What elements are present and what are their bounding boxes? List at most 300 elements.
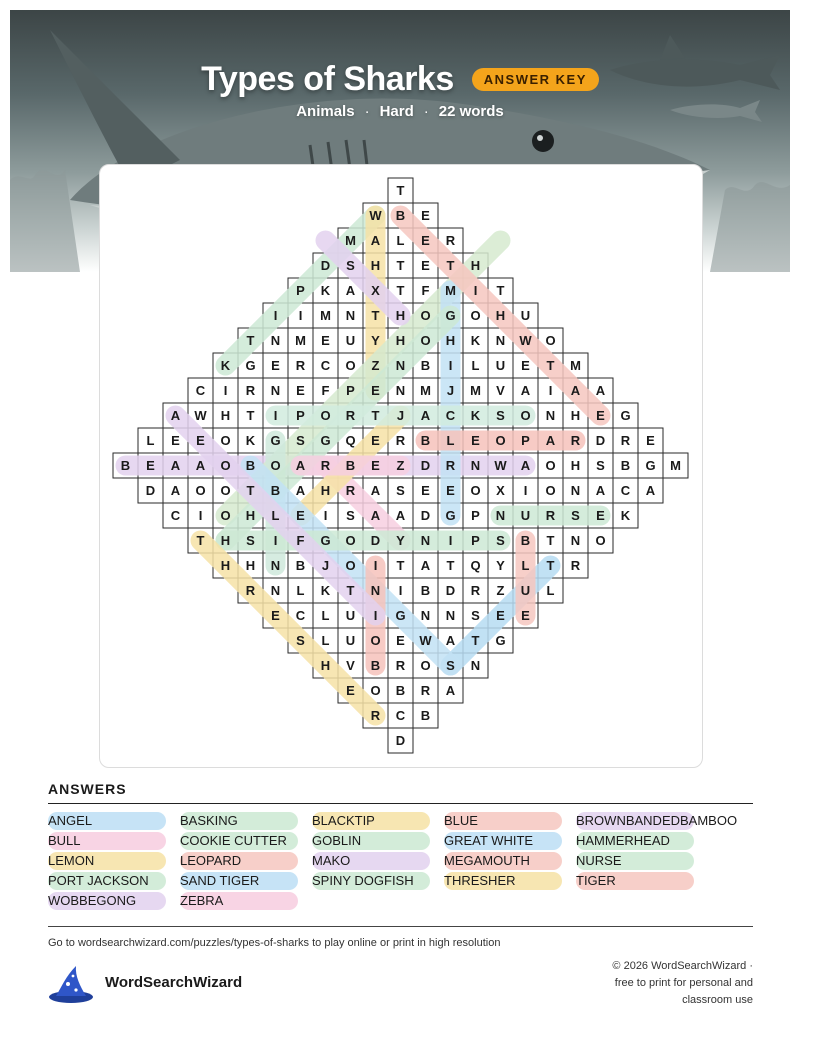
grid-letter: H	[245, 558, 256, 573]
wizard-hat-icon	[48, 964, 94, 1004]
grid-letter: U	[345, 608, 356, 623]
grid-letter: H	[370, 258, 381, 273]
answer-word: ZEBRA	[180, 892, 298, 910]
grid-letter: B	[395, 208, 406, 223]
grid-letter: K	[470, 408, 481, 423]
grid-letter: T	[546, 558, 555, 573]
grid-letter: I	[273, 408, 278, 423]
grid-letter: A	[195, 458, 206, 473]
answer-word: THRESHER	[444, 872, 562, 890]
grid-letter: D	[420, 458, 431, 473]
grid-letter: A	[445, 633, 456, 648]
grid-letter: O	[220, 483, 231, 498]
grid-letter: S	[346, 508, 355, 523]
grid-letter: W	[369, 208, 382, 223]
grid-letter: H	[470, 258, 481, 273]
grid-letter: K	[320, 583, 331, 598]
grid-letter: J	[396, 408, 405, 423]
grid-letter: T	[371, 408, 380, 423]
grid-letter: I	[398, 583, 403, 598]
grid-letter: E	[196, 433, 205, 448]
copyright-line: classroom use	[682, 994, 753, 1006]
grid-letter: G	[445, 508, 456, 523]
grid-letter: W	[519, 333, 532, 348]
grid-letter: V	[496, 383, 505, 398]
grid-letter: F	[321, 383, 330, 398]
grid-letter: O	[370, 633, 381, 648]
grid-letter: G	[620, 408, 631, 423]
grid-letter: O	[545, 483, 556, 498]
grid-letter: F	[421, 283, 430, 298]
grid-letter: T	[396, 258, 405, 273]
grid-letter: U	[520, 308, 531, 323]
grid-letter: T	[396, 558, 405, 573]
grid-letter: U	[495, 358, 506, 373]
grid-letter: O	[470, 483, 481, 498]
word-count-label: 22 words	[438, 103, 504, 120]
grid-letter: I	[448, 358, 453, 373]
grid-letter: B	[620, 458, 631, 473]
grid-letter: N	[420, 608, 431, 623]
grid-letter: L	[321, 633, 330, 648]
grid-letter: M	[570, 358, 581, 373]
grid-letter: A	[170, 458, 181, 473]
grid-letter: E	[296, 383, 305, 398]
grid-letter: G	[245, 358, 256, 373]
brand-name[interactable]: WordSearchWizard	[105, 974, 243, 991]
grid-letter: O	[345, 533, 356, 548]
grid-letter: I	[298, 308, 303, 323]
grid-letter: M	[420, 383, 431, 398]
grid-letter: K	[220, 358, 231, 373]
word-search-grid[interactable]	[100, 165, 702, 767]
grid-letter: T	[546, 358, 555, 373]
grid-letter: Q	[345, 433, 356, 448]
grid-letter: E	[271, 358, 280, 373]
grid-letter: L	[546, 583, 555, 598]
grid-letter: P	[296, 283, 305, 298]
grid-letter: N	[270, 558, 281, 573]
grid-letter: O	[420, 308, 431, 323]
grid-letter: D	[595, 433, 606, 448]
grid-letter: M	[445, 283, 456, 298]
grid-letter: S	[396, 483, 405, 498]
grid-letter: C	[320, 358, 331, 373]
title-row	[0, 60, 800, 99]
grid-letter: N	[445, 608, 456, 623]
grid-letter: E	[421, 258, 430, 273]
grid-letter: T	[446, 558, 455, 573]
grid-letter: A	[370, 233, 381, 248]
answer-word: TIGER	[576, 872, 694, 890]
grid-letter: S	[246, 533, 255, 548]
grid-letter: G	[495, 633, 506, 648]
grid-letter: D	[395, 733, 406, 748]
grid-letter: Z	[371, 358, 380, 373]
grid-letter: A	[520, 383, 531, 398]
answer-word: MEGAMOUTH	[444, 852, 562, 870]
grid-letter: A	[345, 283, 356, 298]
answer-key-badge: ANSWER KEY	[472, 68, 599, 91]
grid-letter: I	[198, 508, 203, 523]
grid-letter: T	[496, 283, 505, 298]
grid-letter: Y	[496, 558, 505, 573]
grid-letter: A	[645, 483, 656, 498]
grid-letter: B	[420, 583, 431, 598]
grid-letter: D	[370, 533, 381, 548]
grid-letter: K	[620, 508, 631, 523]
grid-letter: I	[448, 533, 453, 548]
grid-letter: T	[546, 533, 555, 548]
grid-letter: T	[446, 258, 455, 273]
grid-letter: I	[273, 308, 278, 323]
grid-letter: E	[596, 508, 605, 523]
grid-letter: G	[395, 608, 406, 623]
grid-letter: H	[570, 408, 581, 423]
grid-letter: A	[595, 483, 606, 498]
grid-letter: L	[396, 233, 405, 248]
grid-letter: R	[345, 408, 356, 423]
grid-letter: G	[320, 433, 331, 448]
grid-letter: E	[296, 508, 305, 523]
grid-letter: I	[473, 283, 478, 298]
grid-letter: L	[296, 583, 305, 598]
grid-letter: L	[321, 608, 330, 623]
answer-word: SPINY DOGFISH	[312, 872, 430, 890]
grid-letter: N	[345, 308, 356, 323]
grid-letter: E	[321, 333, 330, 348]
answer-word: BLUE	[444, 812, 562, 830]
grid-letter: P	[296, 408, 305, 423]
answer-word: WOBBEGONG	[48, 892, 166, 910]
grid-letter: T	[196, 533, 205, 548]
grid-letter: R	[395, 658, 406, 673]
grid-letter: R	[420, 683, 431, 698]
grid-letter: L	[271, 508, 280, 523]
grid-letter: H	[220, 533, 231, 548]
answer-word: LEOPARD	[180, 852, 298, 870]
grid-letter: K	[245, 433, 256, 448]
grid-letter: A	[370, 508, 381, 523]
grid-letter: U	[345, 333, 356, 348]
grid-letter: S	[296, 433, 305, 448]
puzzle-card	[99, 164, 703, 768]
grid-letter: G	[445, 308, 456, 323]
grid-letter: C	[395, 708, 406, 723]
grid-letter: T	[471, 633, 480, 648]
grid-letter: O	[345, 358, 356, 373]
answer-word: BULL	[48, 832, 166, 850]
puzzle-meta	[0, 103, 800, 120]
grid-letter: O	[545, 458, 556, 473]
grid-letter: A	[445, 683, 456, 698]
grid-letter: N	[395, 383, 406, 398]
grid-letter: R	[545, 508, 556, 523]
grid-letter: B	[295, 558, 306, 573]
grid-letter: I	[223, 383, 228, 398]
grid-letter: C	[445, 408, 456, 423]
grid-letter: I	[373, 608, 378, 623]
grid-letter: A	[420, 558, 431, 573]
grid-letter: I	[373, 558, 378, 573]
grid-letter: B	[395, 683, 406, 698]
grid-letter: W	[494, 458, 507, 473]
grid-letter: H	[220, 558, 231, 573]
grid-letter: N	[270, 383, 281, 398]
grid-letter: Z	[496, 583, 505, 598]
grid-letter: R	[245, 383, 256, 398]
grid-letter: E	[471, 433, 480, 448]
grid-letter: E	[371, 383, 380, 398]
footer-link-text[interactable]: Go to wordsearchwizard.com/puzzles/types-of-sharks to play online or print in high resolution	[48, 937, 501, 949]
grid-letter: P	[471, 508, 480, 523]
grid-letter: O	[345, 558, 356, 573]
answer-word: GOBLIN	[312, 832, 430, 850]
grid-letter: N	[370, 583, 381, 598]
grid-letter: L	[446, 433, 455, 448]
grid-letter: Y	[396, 533, 405, 548]
grid-letter: T	[396, 283, 405, 298]
grid-letter: T	[246, 333, 255, 348]
grid-letter: K	[320, 283, 331, 298]
grid-letter: E	[371, 458, 380, 473]
grid-letter: S	[471, 608, 480, 623]
difficulty-label: Hard	[379, 103, 414, 120]
grid-letter: L	[471, 358, 480, 373]
page-title: Types of Sharks	[201, 60, 454, 98]
grid-letter: U	[345, 633, 356, 648]
grid-letter: R	[620, 433, 631, 448]
category-label: Animals	[296, 103, 355, 120]
copyright-text	[553, 958, 753, 1009]
grid-letter: B	[345, 458, 356, 473]
grid-letter: W	[419, 633, 432, 648]
grid-letter: Q	[470, 558, 481, 573]
grid-letter: C	[195, 383, 206, 398]
grid-letter: X	[496, 483, 505, 498]
grid-letter: S	[496, 533, 505, 548]
meta-separator: ·	[423, 103, 429, 120]
grid-letter: R	[445, 458, 456, 473]
grid-letter: O	[195, 483, 206, 498]
grid-letter: A	[170, 408, 181, 423]
grid-letter: I	[323, 508, 328, 523]
answer-word: PORT JACKSON	[48, 872, 166, 890]
answer-word: NURSE	[576, 852, 694, 870]
grid-letter: D	[145, 483, 156, 498]
grid-letter: O	[270, 458, 281, 473]
grid-letter: V	[346, 658, 355, 673]
grid-letter: A	[295, 458, 306, 473]
grid-letter: H	[445, 333, 456, 348]
grid-letter: R	[445, 233, 456, 248]
copyright-line: © 2026 WordSearchWizard ·	[612, 960, 753, 972]
grid-letter: E	[146, 458, 155, 473]
grid-letter: S	[496, 408, 505, 423]
grid-letter: N	[570, 533, 581, 548]
grid-letter: E	[396, 633, 405, 648]
grid-letter: N	[495, 508, 506, 523]
grid-letter: J	[321, 558, 330, 573]
grid-letter: B	[270, 483, 281, 498]
grid-letter: I	[273, 533, 278, 548]
grid-letter: P	[346, 383, 355, 398]
grid-letter: R	[470, 583, 481, 598]
grid-letter: N	[395, 358, 406, 373]
grid-letter: M	[295, 333, 306, 348]
grid-letter: S	[346, 258, 355, 273]
grid-letter: M	[320, 308, 331, 323]
grid-letter: H	[395, 308, 406, 323]
grid-letter: T	[246, 408, 255, 423]
answer-word: SAND TIGER	[180, 872, 298, 890]
grid-letter: Y	[371, 333, 380, 348]
grid-letter: O	[220, 508, 231, 523]
grid-letter: L	[146, 433, 155, 448]
answer-word: LEMON	[48, 852, 166, 870]
grid-letter: R	[395, 433, 406, 448]
grid-letter: H	[320, 658, 331, 673]
answer-word: COOKIE CUTTER	[180, 832, 298, 850]
grid-letter: S	[296, 633, 305, 648]
grid-letter: N	[470, 658, 481, 673]
grid-letter: D	[420, 508, 431, 523]
grid-letter: R	[570, 433, 581, 448]
grid-letter: E	[421, 233, 430, 248]
grid-letter: E	[521, 608, 530, 623]
grid-letter: O	[495, 433, 506, 448]
grid-letter: N	[470, 458, 481, 473]
grid-letter: N	[495, 333, 506, 348]
grid-letter: B	[420, 708, 431, 723]
grid-letter: N	[270, 583, 281, 598]
grid-letter: C	[170, 508, 181, 523]
copyright-line: free to print for personal and	[614, 977, 753, 989]
grid-letter: R	[370, 708, 381, 723]
grid-letter: D	[445, 583, 456, 598]
grid-letter: E	[421, 208, 430, 223]
grid-letter: H	[495, 308, 506, 323]
grid-letter: E	[596, 408, 605, 423]
grid-letter: E	[421, 483, 430, 498]
answer-word: BASKING	[180, 812, 298, 830]
grid-letter: E	[496, 608, 505, 623]
grid-letter: T	[246, 483, 255, 498]
grid-letter: E	[271, 608, 280, 623]
grid-letter: R	[295, 358, 306, 373]
grid-letter: B	[520, 533, 531, 548]
grid-letter: G	[270, 433, 281, 448]
grid-letter: A	[545, 433, 556, 448]
grid-letter: U	[520, 583, 531, 598]
grid-letter: H	[220, 408, 231, 423]
grid-letter: L	[521, 558, 530, 573]
answer-word: MAKO	[312, 852, 430, 870]
grid-letter: A	[370, 483, 381, 498]
grid-letter: I	[548, 383, 553, 398]
answer-word: ANGEL	[48, 812, 166, 830]
answers-heading: ANSWERS	[48, 781, 127, 797]
grid-letter: Z	[396, 458, 405, 473]
grid-letter: O	[220, 433, 231, 448]
grid-letter: T	[396, 183, 405, 198]
grid-letter: B	[420, 433, 431, 448]
grid-letter: R	[320, 458, 331, 473]
grid-letter: B	[120, 458, 131, 473]
answer-word: GREAT WHITE	[444, 832, 562, 850]
grid-letter: O	[370, 683, 381, 698]
grid-letter: T	[371, 308, 380, 323]
grid-letter: E	[446, 483, 455, 498]
answers-list	[48, 812, 768, 910]
grid-letter: C	[620, 483, 631, 498]
grid-letter: P	[521, 433, 530, 448]
grid-letter: O	[320, 408, 331, 423]
grid-letter: E	[346, 683, 355, 698]
meta-separator: ·	[364, 103, 370, 120]
grid-letter: O	[520, 408, 531, 423]
grid-letter: R	[345, 483, 356, 498]
grid-letter: M	[345, 233, 356, 248]
grid-letter: P	[471, 533, 480, 548]
grid-letter: A	[420, 408, 431, 423]
answer-word: HAMMERHEAD	[576, 832, 694, 850]
grid-letter: F	[296, 533, 305, 548]
grid-letter: N	[270, 333, 281, 348]
answer-word: BROWNBANDEDBAMBOO	[576, 813, 738, 828]
grid-letter: W	[194, 408, 207, 423]
grid-letter: M	[670, 458, 681, 473]
grid-letter: H	[570, 458, 581, 473]
grid-letter: S	[446, 658, 455, 673]
grid-letter: O	[470, 308, 481, 323]
grid-letter: S	[571, 508, 580, 523]
grid-letter: G	[645, 458, 656, 473]
grid-letter: J	[446, 383, 455, 398]
grid-letter: C	[295, 608, 306, 623]
grid-letter: N	[570, 483, 581, 498]
answers-divider	[48, 803, 753, 804]
grid-letter: N	[545, 408, 556, 423]
grid-letter: A	[570, 383, 581, 398]
grid-letter: A	[595, 383, 606, 398]
grid-letter: B	[370, 658, 381, 673]
answer-word: BLACKTIP	[312, 812, 430, 830]
grid-letter: R	[245, 583, 256, 598]
grid-letter: H	[245, 508, 256, 523]
grid-letter: R	[570, 558, 581, 573]
grid-letter: G	[320, 533, 331, 548]
grid-letter: T	[346, 583, 355, 598]
grid-letter: A	[520, 458, 531, 473]
grid-letter: D	[320, 258, 331, 273]
grid-letter: S	[596, 458, 605, 473]
grid-letter: H	[395, 333, 406, 348]
grid-letter: O	[595, 533, 606, 548]
grid-letter: K	[470, 333, 481, 348]
grid-letter: E	[646, 433, 655, 448]
grid-letter: X	[371, 283, 380, 298]
grid-letter: I	[523, 483, 528, 498]
grid-letter: A	[395, 508, 406, 523]
grid-letter: E	[521, 358, 530, 373]
grid-letter: B	[245, 458, 256, 473]
grid-letter: U	[520, 508, 531, 523]
footer-divider	[48, 926, 753, 927]
grid-letter: O	[420, 658, 431, 673]
grid-letter: A	[170, 483, 181, 498]
grid-letter: M	[470, 383, 481, 398]
